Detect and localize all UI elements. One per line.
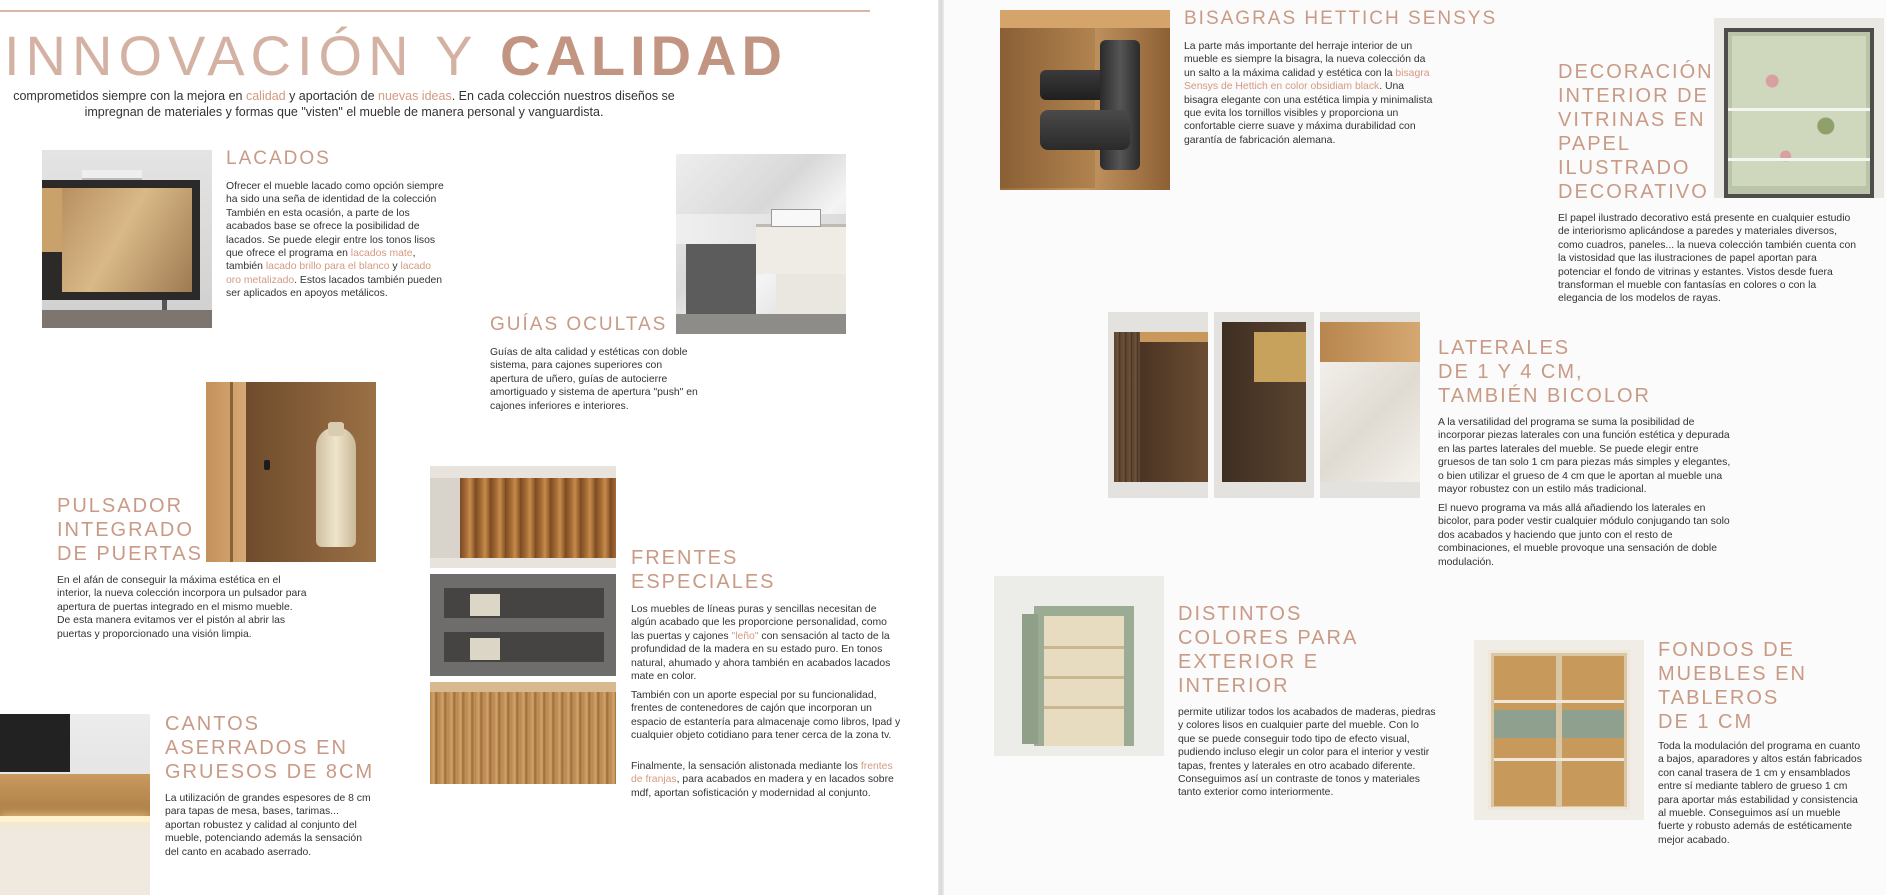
distintos-title: DISTINTOS COLORES PARA EXTERIOR E INTERIOR [1178,603,1359,697]
guias-photo [676,154,846,334]
left-page [0,0,938,895]
cantos-photo [0,714,150,895]
pulsador-title: PULSADOR INTEGRADO DE PUERTAS [57,495,203,565]
pulsador-text: En el afán de conseguir la máxima estética en el interior, la nueva colección incorpora un pulsador para apertura de puertas integrado en el mismo mueble. De esta manera evitamos ver el pistón al abrir las puertas y proporcionado una visión limpia. [57,575,307,640]
frentes-photo-franjas [430,682,616,784]
intro-text: comprometidos siempre con la mejora en calidad y aportación de nuevas ideas. En cada colección nuestros diseños se impregnan de materiales y formas que "visten" el mueble de manera personal y vanguardista. [13,89,675,119]
decoracion-photo [1714,18,1884,198]
frentes-text-2: También con un aporte especial por su funcionalidad, frentes de contenedores de cajón que incorporan un espacio de estantería para almacenaje como libros, Ipad y cualquier objeto cotidiano para tener cerca de la zona tv. [631,690,901,742]
frentes-photo-contenedor [430,574,616,676]
fondos-title: FONDOS DE MUEBLES EN TABLEROS DE 1 CM [1658,639,1807,733]
laterales-photo-3 [1320,312,1420,498]
distintos-photo [994,576,1164,756]
title-bold: CALIDAD [500,24,787,87]
frentes-text-3: Finalmente, la sensación alistonada mediante los frentes de franjas, para acabados en madera y en lacados sobre mdf, aportan sofisticación y modernidad al conjunto. [631,761,894,799]
frentes-title: FRENTES ESPECIALES [631,547,776,593]
lacados-photo [42,150,212,328]
frentes-text-1: Los muebles de líneas puras y sencillas necesitan de algún acabado que les proporcione personalidad, como las puertas y cajones "leño" con sensación al tacto de la profundidad de la madera en su estado puro. En tonos natural, ahumado y ahora también en acabados lacados mate en color. [631,604,891,683]
laterales-text-2: El nuevo programa va más allá añadiendo los laterales en bicolor, para poder vestir cualquier módulo conjugando tan solo dos acabados y haciendo que junto con el resto de combinaciones, el mueble provoque una sensación de doble modulación. [1438,503,1730,568]
decoracion-text: El papel ilustrado decorativo está presente en cualquier estudio de interiorismo aplicándose a paredes y materiales diversos, como cuadros, paneles... la nueva colección también cuenta con la vistosidad que las ilustraciones de papel aportan para potenciar el fondo de vitrinas y estantes. Vistos desde fuera transforman el mueble con fantasías en colores o con la elegancia de los modelos de rayas. [1558,213,1857,305]
laterales-text-1: A la versatilidad del programa se suma la posibilidad de incorporar piezas laterales con una función estética y depurada en las partes laterales del mueble. Se puede elegir entre gruesos de tan solo 1 cm para piezas más simples y elegantes, o bien utilizar el grueso de 4 cm que le aportan al mueble una mayor robustez con un estilo más tradicional. [1438,417,1731,496]
top-rule [0,10,870,12]
distintos-text: permite utilizar todos los acabados de maderas, piedras y colores lisos en cualquier parte del mueble. Con lo que se puede conseguir todo tipo de efecto visual, pudiendo incluso elegir un color para el interior y vestir tapas, frentes y laterales en otro acabado diferente. Conseguimos así un contraste de tonos y materiales tanto exterior como interiormente. [1178,707,1436,799]
fondos-photo [1474,640,1644,820]
pulsador-photo [206,382,376,562]
title-light: INNOVACIÓN Y [4,24,479,87]
decoracion-title: DECORACIÓN INTERIOR DE VITRINAS EN PAPEL ILUSTRADO DECORATIVO [1558,61,1714,203]
laterales-photo-2 [1214,312,1314,498]
laterales-title: LATERALES DE 1 Y 4 CM, TAMBIÉN BICOLOR [1438,337,1651,407]
page-title [4,24,787,88]
laterales-photo-1 [1108,312,1208,498]
guias-title: GUÍAS OCULTAS [490,314,668,335]
lacados-title: LACADOS [226,148,331,169]
bisagras-photo [1000,10,1170,190]
lacados-text: Ofrecer el mueble lacado como opción siempre ha sido una seña de identidad de la colección También en esta ocasión, a parte de los acabados base se ofrece la posibilidad de lacados. Se puede elegir entre los tonos lisos que ofrece el programa en lacados mate, también lacado brillo para el blanco y lacado oro metalizado. Estos lacados también pueden ser aplicados en apoyos metálicos. [226,181,444,300]
fondos-text: Toda la modulación del programa en cuanto a bajos, aparadores y altos están fabricados con canal trasera de 1 cm y ensamblados entre sí mediante tablero de grueso 1 cm para aportar más estabilidad y consistencia al mueble. Conseguimos así un mueble fuerte y robusto además de estéticamente mejor acabado. [1658,741,1862,846]
cantos-text: La utilización de grandes espesores de 8 cm para tapas de mesa, bases, tarimas... aportan robustez y calidad al conjunto del mueble, potenciando además la sensación del canto en acabado aserrado. [165,793,371,858]
right-page [944,0,1886,895]
bisagras-text: La parte más importante del herraje interior de un mueble es siempre la bisagra, la nueva colección da un salto a la máxima calidad y estética con la bisagra Sensys de Hettich en color obsidiam black. Una bisagra elegante con una estética limpia y minimalista que evita los tornillos visibles y proporciona un confortable cierre suave y máxima durabilidad con garantía de fabricación alemana. [1184,41,1433,146]
cantos-title: CANTOS ASERRADOS EN GRUESOS DE 8CM [165,713,375,783]
bisagras-title: BISAGRAS HETTICH SENSYS [1184,8,1498,29]
frentes-photo-leno [430,466,616,568]
guias-text: Guías de alta calidad y estéticas con doble sistema, para cajones superiores con apertura de uñero, guías de autocierre amortiguado y sistema de apertura "push" en cajones inferiores e interiores. [490,347,698,412]
